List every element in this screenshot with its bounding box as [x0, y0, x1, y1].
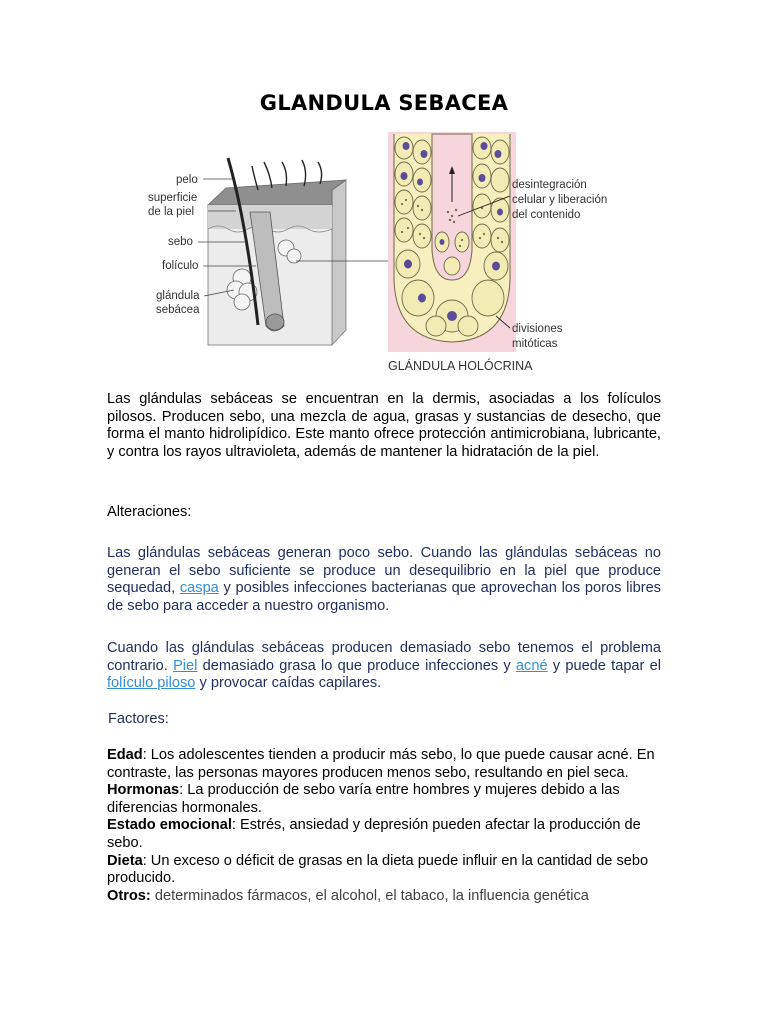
label-pelo: pelo: [176, 174, 198, 186]
factor-text: La producción de sebo varía entre hombres y mujeres debido a las diferencias hormonales.: [107, 782, 620, 816]
factor-separator: :: [142, 747, 151, 763]
link-piel[interactable]: Piel: [173, 657, 198, 674]
demasiado-text-4: y provocar caídas capilares.: [195, 675, 382, 692]
factor-label: Dieta: [107, 852, 143, 869]
intro-paragraph: Las glándulas sebáceas se encuentran en la dermis, asociadas a los folículos pilosos. Producen sebo, una mezcla de agua, grasas y sustancias de desecho, que forma el manto hidrolipídico. Este manto ofrece protección antimicrobiana, lubricante, y contra los rayos ultravioleta, además de mantener la hidratación de la piel.: [107, 391, 661, 460]
label-foliculo: folículo: [162, 260, 199, 272]
label-glandula: glándula: [156, 290, 200, 302]
factor-separator: :: [231, 817, 240, 834]
label-divisiones-2: mitóticas: [512, 338, 558, 350]
label-divisiones: divisiones: [512, 323, 563, 335]
factores-list: [107, 747, 661, 905]
label-superficie: superficie: [148, 192, 198, 204]
label-desintegracion-3: del contenido: [512, 209, 581, 221]
page-title: GLANDULA SEBACEA: [259, 91, 509, 115]
factor-estado-emocional: [107, 817, 661, 852]
paragraph-poco-sebo: [107, 545, 661, 615]
label-desintegracion-2: celular y liberación: [512, 194, 608, 206]
link-foliculo-piloso[interactable]: folículo piloso: [107, 675, 196, 692]
demasiado-text-1: Cuando las glándulas sebáceas producen demasiado sebo tenemos el problema contrario.: [107, 640, 661, 674]
factor-label: Estado emocional: [107, 817, 232, 834]
factor-edad: [107, 747, 661, 782]
demasiado-text-2: demasiado grasa lo que produce infecciones y: [197, 657, 516, 674]
link-caspa[interactable]: caspa: [179, 580, 219, 597]
label-sebo: sebo: [168, 236, 193, 248]
factor-text: Los adolescentes tienden a producir más sebo, lo que puede causar acné. En contraste, las personas mayores producen menos sebo, resultando en piel seca.: [107, 747, 655, 781]
sebaceous-gland-illustration: [146, 130, 622, 376]
label-glandula-2: sebácea: [156, 304, 200, 316]
factor-hormonas: [107, 782, 661, 817]
illustration-svg: [146, 130, 622, 376]
factor-separator: :: [142, 852, 151, 869]
label-desintegracion: desintegración: [512, 179, 587, 191]
label-superficie-2: de la piel: [148, 206, 195, 218]
factor-text: Estrés, ansiedad y depresión pueden afectar la producción de sebo.: [107, 817, 641, 851]
factor-separator: :: [179, 782, 188, 799]
paragraph-demasiado-sebo: [107, 640, 661, 693]
factor-label: Hormonas: [107, 782, 180, 799]
holocrine-gland: [388, 132, 516, 352]
factor-otros: [107, 888, 661, 906]
skin-block: [208, 158, 346, 345]
caption-glandula-holocrina: GLÁNDULA HOLÓCRINA: [388, 359, 533, 373]
factores-heading: Factores:: [108, 711, 169, 727]
poco-sebo-text-1: Las glándulas sebáceas generan poco sebo. Cuando las glándulas sebáceas no generan el sebo suficiente se produce un desequilibrio en la piel que produce sequedad,: [107, 545, 661, 597]
factor-label: Edad: [107, 747, 143, 763]
alteraciones-heading: Alteraciones:: [107, 504, 192, 520]
factor-dieta: [107, 853, 661, 888]
demasiado-text-3: y puede tapar el: [547, 657, 661, 674]
factor-text: determinados fármacos, el alcohol, el tabaco, la influencia genética: [154, 887, 589, 904]
factor-label: Otros:: [107, 887, 151, 904]
link-acne[interactable]: acné: [515, 657, 548, 674]
factor-text: Un exceso o déficit de grasas en la dieta puede influir en la cantidad de sebo producido.: [107, 852, 649, 887]
poco-sebo-text-2: y posibles infecciones bacterianas que aprovechan los poros libres de sebo para acceder a nuestro organismo.: [107, 580, 661, 614]
